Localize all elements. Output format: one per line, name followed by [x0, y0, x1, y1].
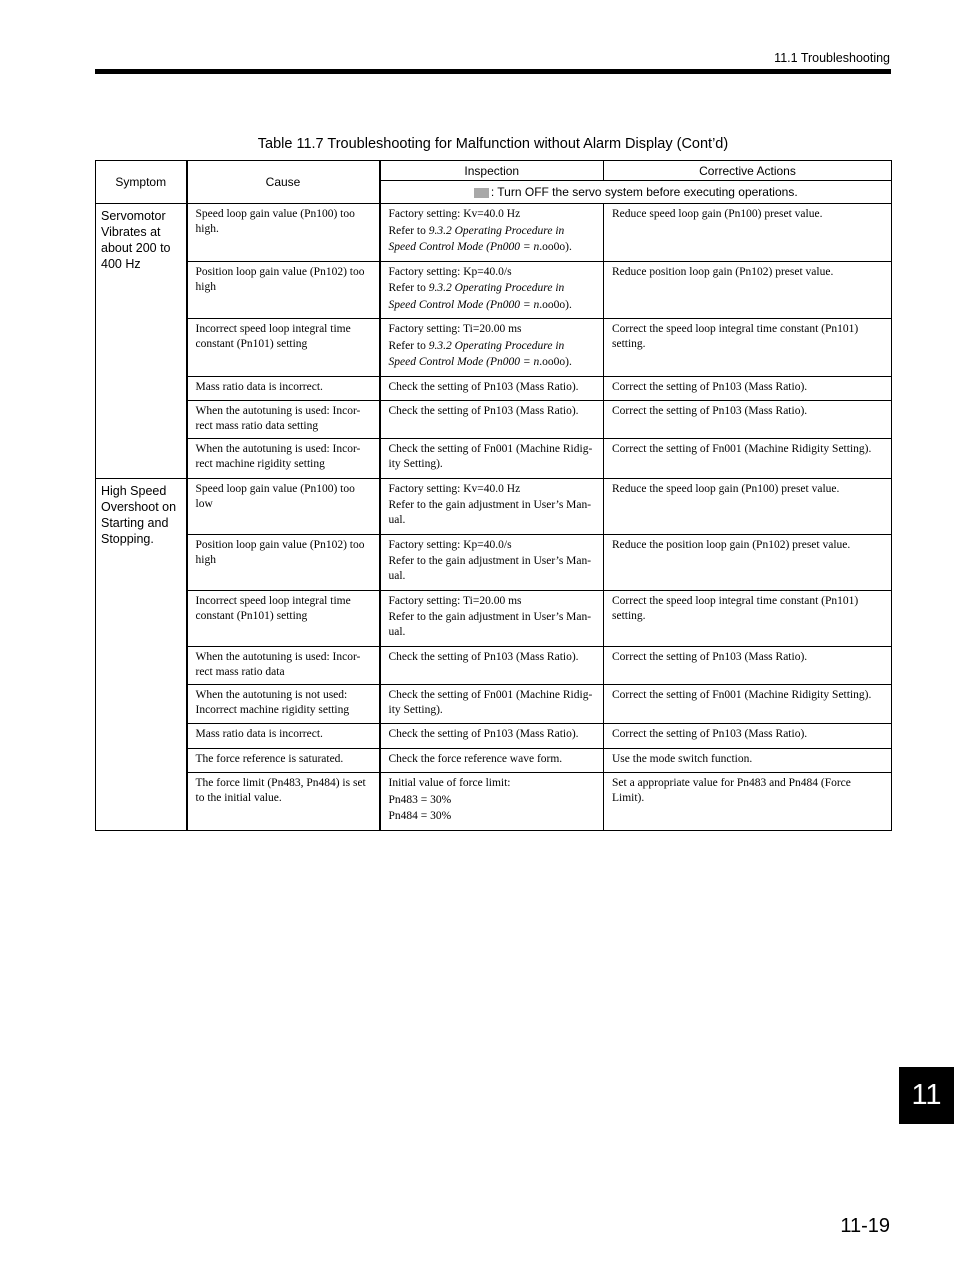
corrective-action-cell: Use the mode switch function. [604, 748, 892, 773]
inspection-cell [380, 534, 604, 590]
cause-cell: Incorrect speed loop integral time constant (Pn101) setting [187, 319, 380, 377]
inspection-line [389, 224, 598, 239]
inspection-line [389, 594, 598, 609]
inspection-line [389, 752, 598, 767]
inspection-text: n [533, 298, 540, 311]
inspection-cell [380, 204, 604, 262]
header-rule [95, 69, 891, 74]
cause-cell: Speed loop gain value (Pn100) too low [187, 478, 380, 534]
inspection-line [389, 265, 598, 280]
inspection-text: Refer to [388, 282, 429, 294]
table-row [96, 376, 892, 401]
cause-cell: The force reference is saturated. [187, 748, 380, 773]
table-body [96, 204, 892, 831]
corrective-action-cell: Correct the setting of Pn103 (Mass Ratio). [604, 376, 892, 401]
inspection-cell [380, 439, 604, 479]
inspection-cell [380, 724, 604, 749]
inspection-text: Factory setting: Ti=20.00 ms [388, 594, 522, 607]
inspection-line [389, 776, 598, 791]
inspection-cell [380, 684, 604, 724]
table-row [96, 684, 892, 724]
inspection-text: Check the setting of Fn001 (Machine Ridig-ity Setting). [388, 443, 593, 470]
inspection-text: Check the setting of Pn103 (Mass Ratio). [388, 650, 579, 663]
corrective-action-cell: Correct the speed loop integral time constant (Pn101) setting. [604, 590, 892, 646]
table-row [96, 646, 892, 684]
inspection-text: Factory setting: Ti=20.00 ms [388, 323, 522, 335]
cause-cell: When the autotuning is used: Incor-rect machine rigidity setting [187, 439, 380, 479]
table-row [96, 590, 892, 646]
inspection-text: Factory setting: Kp=40.0/s [388, 265, 512, 278]
inspection-line [389, 793, 598, 808]
corrective-action-cell: Correct the speed loop integral time constant (Pn101) setting. [604, 319, 892, 377]
inspection-line [389, 610, 598, 640]
table-caption: Table 11.7 Troubleshooting for Malfunction without Alarm Display (Cont’d) [257, 136, 729, 152]
inspection-text: Check the setting of Pn103 (Mass Ratio). [388, 728, 579, 740]
inspection-text: Refer to the gain adjustment in User’s Man-ual. [388, 611, 592, 638]
inspection-line [389, 727, 598, 742]
inspection-text: Factory setting: Kv=40.0 Hz [388, 208, 521, 220]
table-row [96, 748, 892, 773]
inspection-cell [380, 773, 604, 831]
cause-cell: When the autotuning is not used: Incorrect machine rigidity setting [187, 684, 380, 724]
cause-cell: When the autotuning is used: Incor-rect mass ratio data [187, 646, 380, 684]
corrective-action-cell: Correct the setting of Fn001 (Machine Ridigity Setting). [604, 684, 892, 724]
inspection-line [389, 688, 598, 718]
inspection-text: Refer to [388, 339, 429, 352]
inspection-text: 9.3.2 Operating Procedure in [428, 282, 565, 294]
table-row [96, 319, 892, 377]
corrective-action-cell: Set a appropriate value for Pn483 and Pn484 (Force Limit). [604, 773, 892, 831]
inspection-text: Refer to [388, 224, 429, 237]
inspection-text: Pn484 = 30% [388, 810, 452, 822]
inspection-line [389, 355, 598, 370]
symptom-cell: High Speed Overshoot on Starting and Stopping. [96, 478, 187, 830]
inspection-text: Speed Control Mode (Pn000 = [388, 356, 534, 368]
inspection-line [389, 380, 598, 395]
inspection-text: .oo0o). [539, 356, 572, 368]
symptom-cell: Servomotor Vibrates at about 200 to 400 Hz [96, 204, 187, 479]
table-row [96, 534, 892, 590]
inspection-text: 9.3.2 Operating Procedure in [428, 339, 565, 352]
inspection-text: Check the setting of Fn001 (Machine Ridig-ity Setting). [388, 688, 593, 716]
inspection-line [389, 339, 598, 354]
inspection-line [389, 240, 598, 255]
inspection-line [389, 298, 598, 313]
inspection-text: Refer to the gain adjustment in User’s Man-ual. [388, 499, 592, 526]
inspection-text: .oo0o). [539, 241, 572, 253]
inspection-text: Speed Control Mode (Pn000 = [388, 298, 534, 311]
cause-cell: Position loop gain value (Pn102) too high [187, 261, 380, 319]
inspection-line [389, 442, 598, 472]
gray-swatch-icon [474, 188, 489, 198]
corrective-action-cell: Correct the setting of Pn103 (Mass Ratio). [604, 646, 892, 684]
table-row [96, 478, 892, 534]
corrective-action-cell: Correct the setting of Fn001 (Machine Ridigity Setting). [604, 439, 892, 479]
inspection-line [389, 207, 598, 222]
column-header-inspection: Inspection [380, 161, 604, 181]
inspection-text: Pn483 = 30% [388, 793, 452, 806]
table-row [96, 773, 892, 831]
table-row [96, 439, 892, 479]
inspection-text: n [533, 356, 540, 368]
cause-cell: Mass ratio data is incorrect. [187, 724, 380, 749]
corrective-action-cell: Correct the setting of Pn103 (Mass Ratio). [604, 401, 892, 439]
troubleshooting-table [95, 160, 892, 831]
cause-cell: Incorrect speed loop integral time constant (Pn101) setting [187, 590, 380, 646]
inspection-cell [380, 646, 604, 684]
cause-cell: The force limit (Pn483, Pn484) is set to the initial value. [187, 773, 380, 831]
inspection-cell [380, 478, 604, 534]
section-header: 11.1 Troubleshooting [774, 51, 890, 65]
cause-cell: Mass ratio data is incorrect. [187, 376, 380, 401]
inspection-line [389, 650, 598, 665]
inspection-text: Factory setting: Kp=40.0/s [388, 538, 512, 551]
inspection-text: Check the setting of Pn103 (Mass Ratio). [388, 405, 579, 417]
table-row [96, 261, 892, 319]
inspection-line [389, 809, 598, 824]
inspection-text: Factory setting: Kv=40.0 Hz [388, 482, 521, 495]
inspection-line [389, 554, 598, 584]
inspection-cell [380, 401, 604, 439]
inspection-line [389, 498, 598, 528]
inspection-text: .oo0o). [539, 298, 572, 311]
cause-cell: Position loop gain value (Pn102) too high [187, 534, 380, 590]
column-header-corrective-actions: Corrective Actions [604, 161, 892, 181]
inspection-text: Initial value of force limit: [388, 777, 511, 789]
inspection-line [389, 281, 598, 296]
inspection-text: n [533, 241, 540, 253]
inspection-cell [380, 376, 604, 401]
corrective-action-cell: Reduce speed loop gain (Pn100) preset value. [604, 204, 892, 262]
safety-note-text: : Turn OFF the servo system before executing operations. [490, 185, 798, 199]
inspection-cell [380, 590, 604, 646]
page-number: 11-19 [840, 1215, 890, 1237]
table-row [96, 401, 892, 439]
inspection-text: Check the setting of Pn103 (Mass Ratio). [388, 380, 579, 393]
chapter-tab: 11 [899, 1067, 954, 1124]
column-header-symptom: Symptom [96, 161, 187, 204]
inspection-cell [380, 748, 604, 773]
inspection-text: 9.3.2 Operating Procedure in [428, 224, 565, 237]
cause-cell: Speed loop gain value (Pn100) too high. [187, 204, 380, 262]
cause-cell: When the autotuning is used: Incor-rect mass ratio data setting [187, 401, 380, 439]
inspection-text: Check the force reference wave form. [388, 752, 563, 765]
inspection-text: Refer to the gain adjustment in User’s Man-ual. [388, 555, 592, 582]
safety-note [380, 181, 892, 204]
table-row [96, 204, 892, 262]
corrective-action-cell: Reduce the position loop gain (Pn102) preset value. [604, 534, 892, 590]
corrective-action-cell: Correct the setting of Pn103 (Mass Ratio). [604, 724, 892, 749]
inspection-line [389, 538, 598, 553]
inspection-line [389, 404, 598, 419]
inspection-cell [380, 261, 604, 319]
inspection-text: Speed Control Mode (Pn000 = [388, 241, 534, 253]
inspection-cell [380, 319, 604, 377]
inspection-line [389, 322, 598, 337]
corrective-action-cell: Reduce position loop gain (Pn102) preset value. [604, 261, 892, 319]
table-row [96, 724, 892, 749]
column-header-cause: Cause [187, 161, 380, 204]
inspection-line [389, 482, 598, 497]
corrective-action-cell: Reduce the speed loop gain (Pn100) preset value. [604, 478, 892, 534]
